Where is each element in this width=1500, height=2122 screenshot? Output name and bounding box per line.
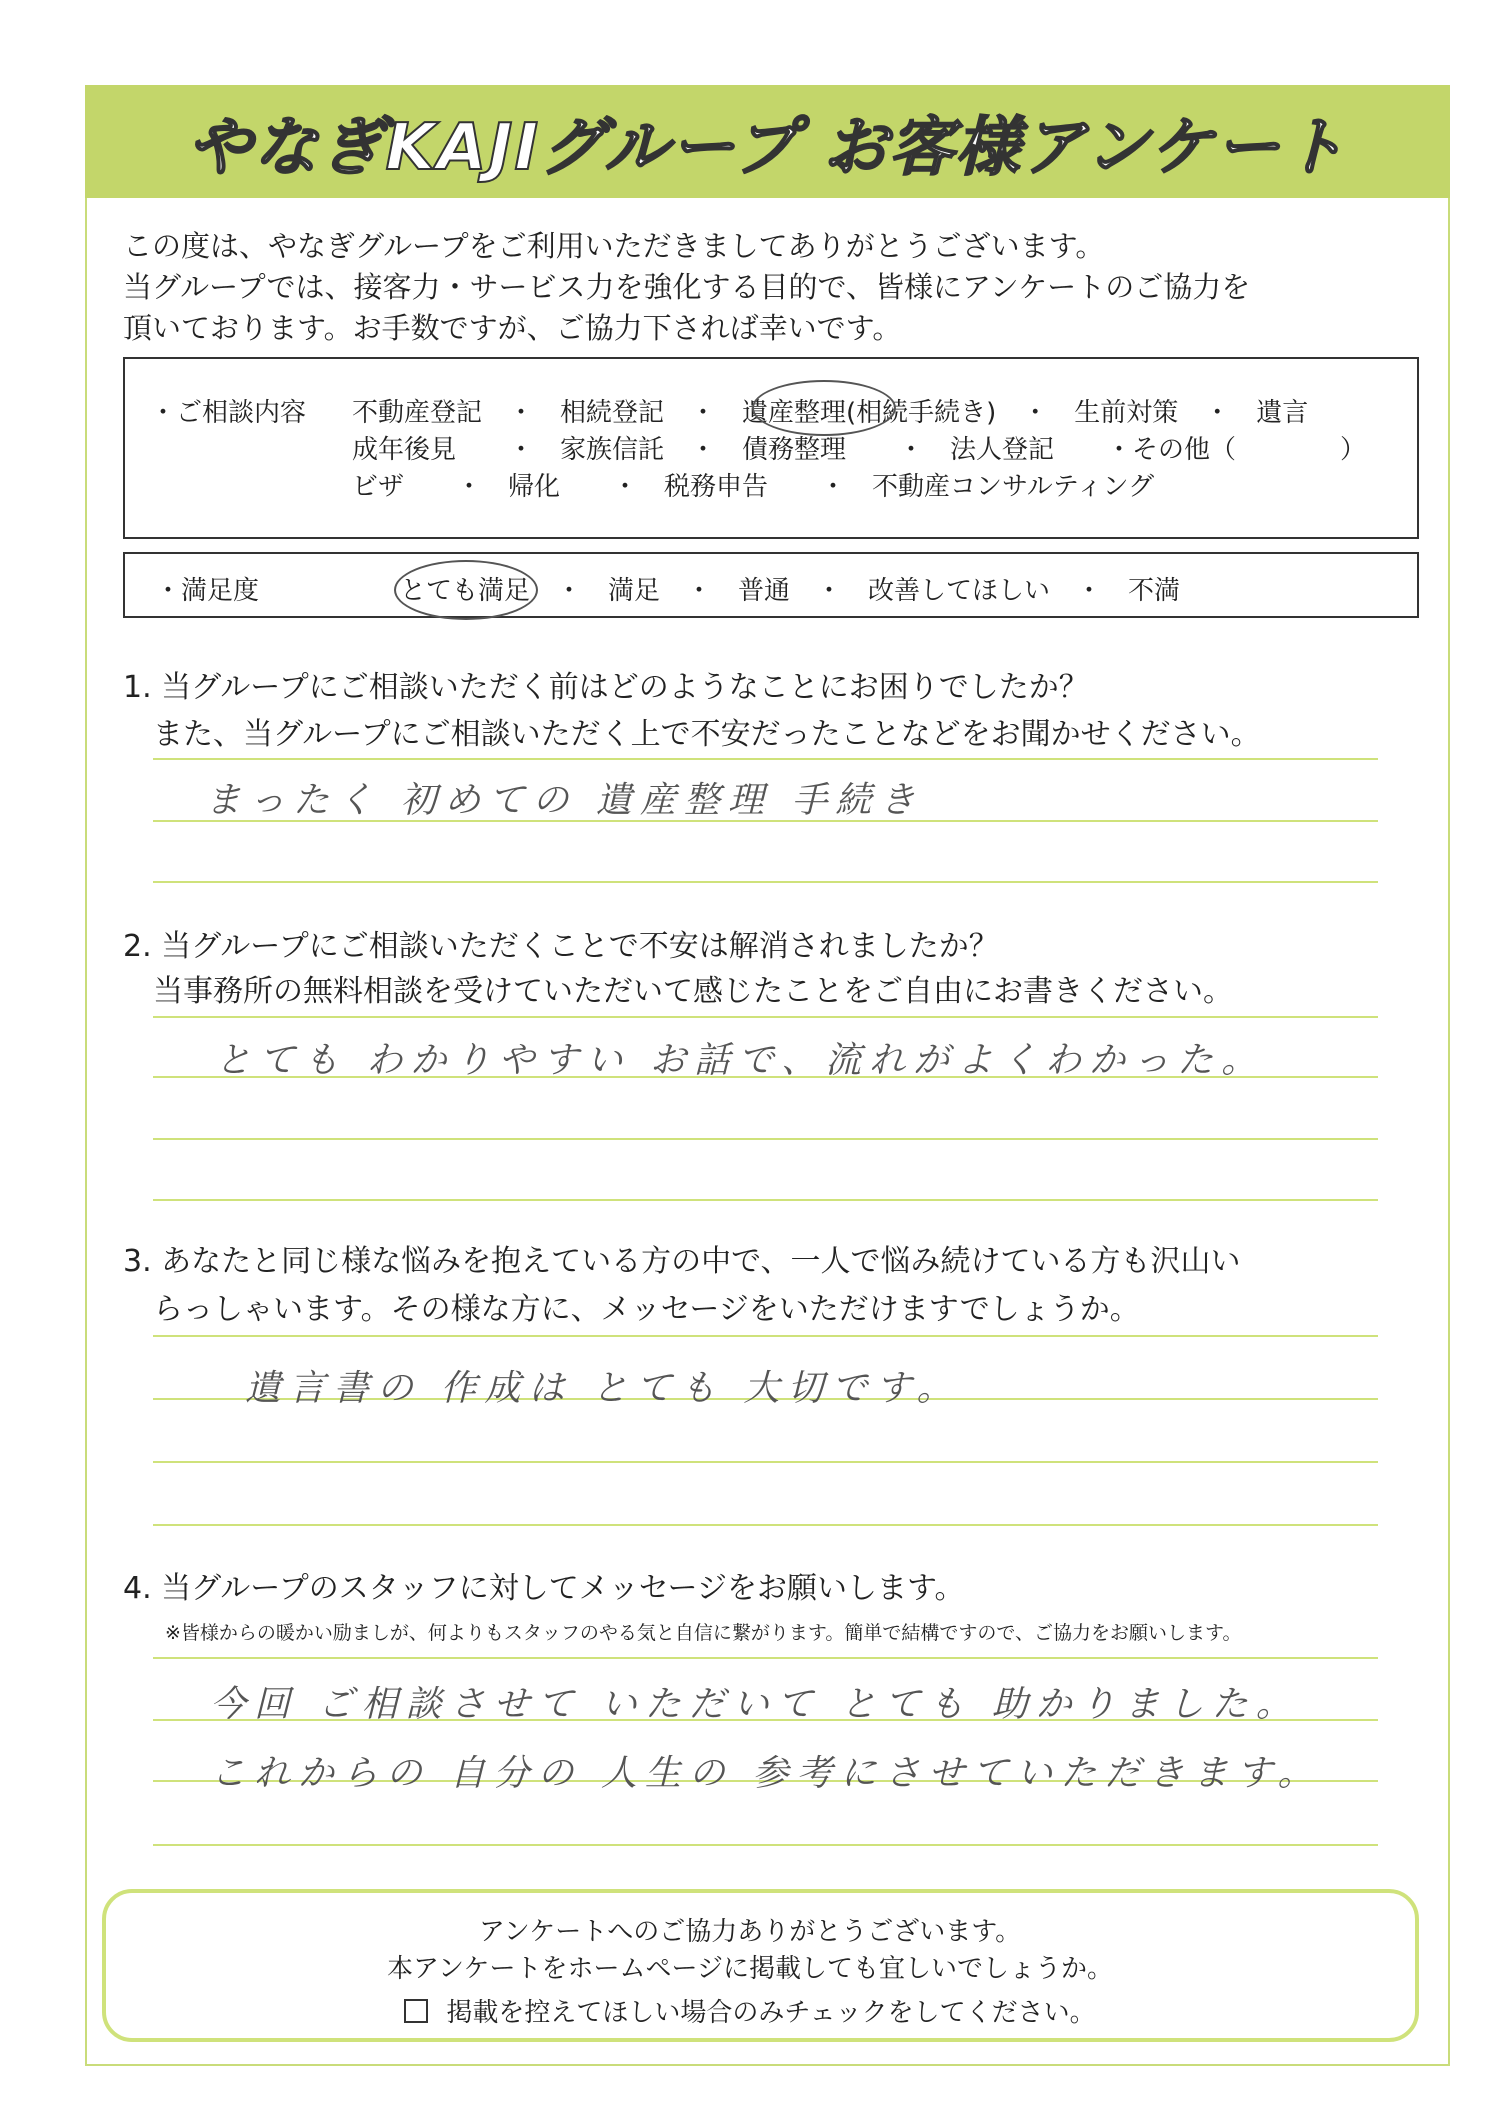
header-banner (85, 85, 1450, 198)
footer-question: 本アンケートをホームページに掲載しても宜しいでしょうか。 (387, 1954, 1113, 1984)
footer-thanks: アンケートへのご協力ありがとうございます。 (478, 1917, 1022, 1947)
handwritten-answer: まったく 初めての 遺産整理 手続き (205, 780, 924, 821)
answer-line (153, 1524, 1378, 1526)
opt-out-label: 掲載を控えてほしい場合のみチェックをしてください。 (446, 1998, 1096, 2028)
answer-line (153, 1199, 1378, 1201)
question-1: また、当グループにご相談いただく上で不安だったことなどをお聞かせください。 (123, 717, 1261, 752)
consultation-options[interactable]: ビザ ・ 帰化 ・ 税務申告 ・ 不動産コンサルティング (352, 472, 1155, 502)
answer-line (153, 881, 1378, 883)
selection-circle (394, 560, 538, 620)
answer-line (153, 1016, 1378, 1018)
question-2: 2. 当グループにご相談いただくことで不安は解消されましたか？ (123, 929, 999, 964)
question-1: 1. 当グループにご相談いただく前はどのようなことにお困りでしたか？ (123, 670, 1089, 705)
answer-line (153, 1138, 1378, 1140)
question-3: 3. あなたと同じ様な悩みを抱えている方の中で、一人で悩み続けている方も沢山い (123, 1244, 1241, 1279)
handwritten-answer: 今回 ご相談させて いただいて とても 助かりました。 (210, 1684, 1300, 1725)
satisfaction-label: ・満足度 (155, 576, 260, 606)
selection-circle (752, 380, 896, 436)
survey-title: やなぎKAJIグループ お客様アンケート (187, 110, 1348, 185)
question-4-note: ※皆様からの暖かい励ましが、何よりもスタッフのやる気と自信に繋がります。簡単で結構ですので、ご協力をお願いします。 (165, 1622, 1242, 1644)
question-3: らっしゃいます。その様な方に、メッセージをいただけますでしょうか。 (123, 1292, 1140, 1327)
answer-line (153, 758, 1378, 760)
opt-out-checkbox[interactable] (404, 1999, 428, 2023)
answer-line (153, 1461, 1378, 1463)
question-2: 当事務所の無料相談を受けていただいて感じたことをご自由にお書きください。 (123, 974, 1233, 1009)
handwritten-answer: とても わかりやすい お話で、流れがよくわかった。 (215, 1040, 1266, 1081)
satisfaction-options[interactable]: とても満足 ・ 満足 ・ 普通 ・ 改善してほしい ・ 不満 (400, 576, 1181, 606)
publish-opt-out[interactable] (0, 1992, 1500, 2029)
consultation-options[interactable]: 不動産登記 ・ 相続登記 ・ 遺産整理(相続手続き) ・ 生前対策 ・ 遺言 (352, 398, 1309, 428)
handwritten-answer: 遺言書の 作成は とても 大切です。 (245, 1368, 961, 1409)
handwritten-answer: これからの 自分の 人生の 参考にさせていただきます。 (210, 1753, 1322, 1794)
answer-line (153, 1844, 1378, 1846)
intro-line: この度は、やなぎグループをご利用いただきましてありがとうございます。 (123, 229, 1105, 263)
consultation-label: ・ご相談内容 (150, 398, 307, 428)
intro-line: 頂いております。お手数ですが、ご協力下されば幸いです。 (123, 311, 902, 345)
answer-line (153, 1335, 1378, 1337)
consultation-options[interactable]: 成年後見 ・ 家族信託 ・ 債務整理 ・ 法人登記 ・その他（ ） (352, 435, 1367, 465)
intro-line: 当グループでは、接客力・サービス力を強化する目的で、皆様にアンケートのご協力を (123, 270, 1251, 304)
question-4: 4. 当グループのスタッフに対してメッセージをお願いします。 (123, 1571, 965, 1606)
answer-line (153, 1657, 1378, 1659)
